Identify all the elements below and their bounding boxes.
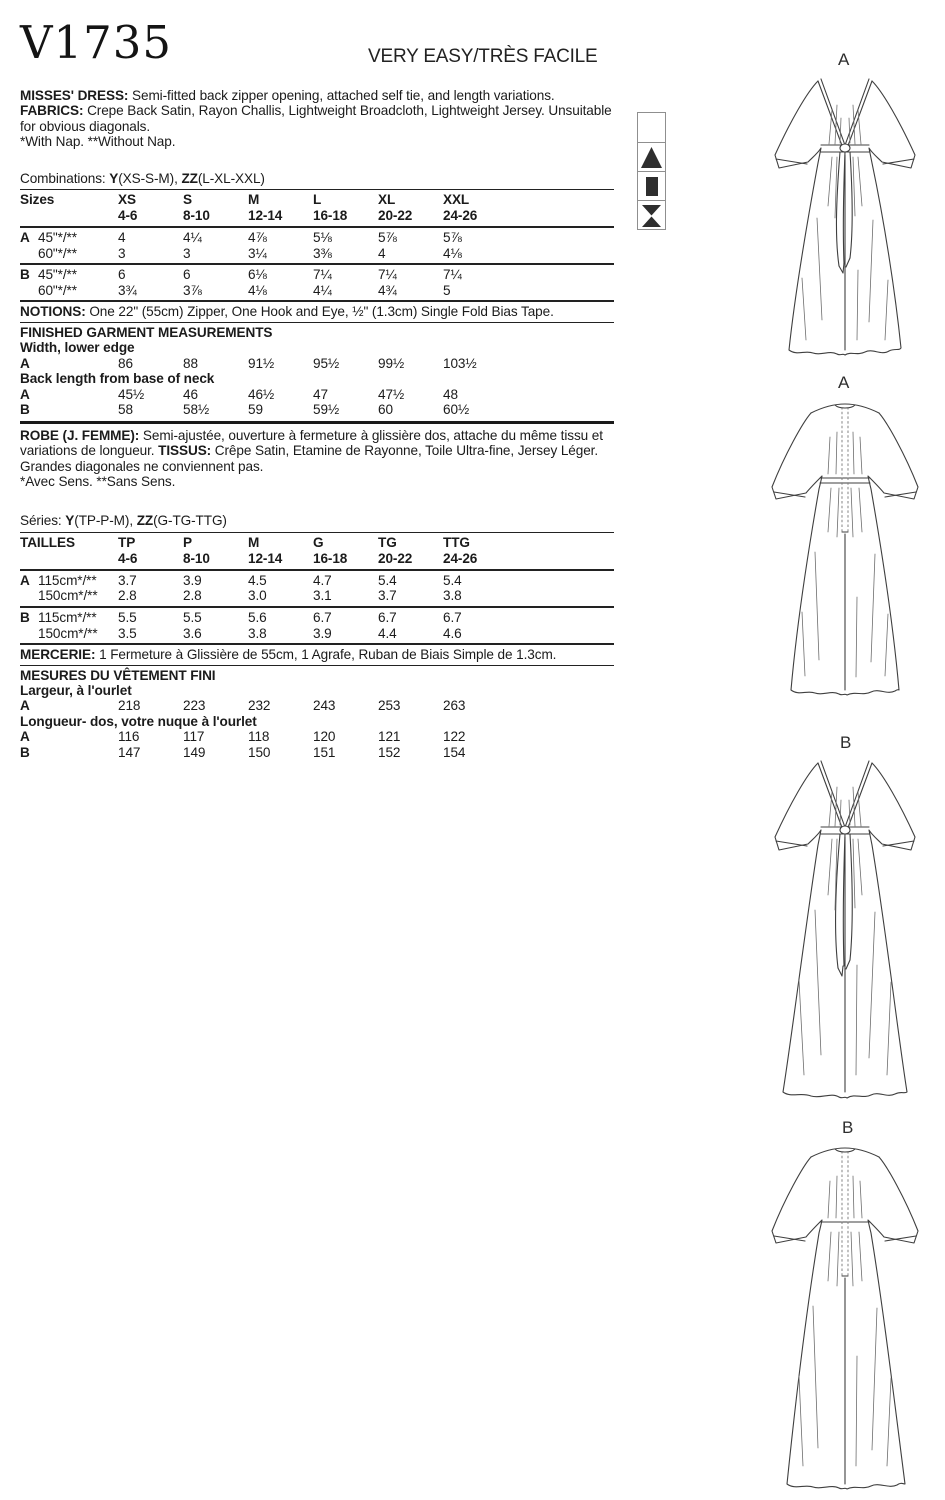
measurement-row: B 147 149 150 151 152 154 [20, 745, 466, 761]
french-description [20, 428, 614, 490]
series-zz: ZZ [136, 513, 154, 529]
combinations-prefix: Combinations: [20, 170, 110, 186]
view-b-tie-label: B [840, 733, 852, 752]
back-length-label: Back length from base of neck [20, 371, 215, 387]
view-a-zip-illustration [745, 382, 945, 712]
yardage-row: 60"*/** 3 3 3¼ 3⅜ 4 4⅛ [38, 245, 462, 261]
tailles-range-row: 4-6 8-10 12-14 16-18 20-22 24-26 [118, 550, 478, 566]
finished-measurements-title: FINISHED GARMENT MEASUREMENTS [20, 324, 273, 340]
rectangle-icon [638, 171, 665, 200]
blank-swatch-icon [638, 113, 665, 142]
combo-y: Y [109, 170, 119, 186]
largeur-label: Largeur, à l'ourlet [20, 683, 132, 699]
combinations-line [20, 171, 614, 186]
desc-fr-text2: Crêpe Satin, Etamine de Rayonne, Toile Ultra-fine, Jersey Léger. Grandes diagonales ne conviennent pas. [20, 443, 599, 474]
view-a-zip-label: A [838, 373, 850, 392]
tailles-header-row: TAILLES TP P M G TG TTG [20, 534, 470, 550]
sizes-header: Sizes [20, 192, 55, 208]
measurement-row: A 86 88 91½ 95½ 99½ 103½ [20, 355, 477, 371]
tissus-heading: TISSUS: [158, 443, 212, 459]
yardage-row: A 45"*/** 4 4¼ 4⅞ 5⅛ 5⅞ 5⅞ [20, 230, 462, 246]
view-a-tie-label: A [838, 50, 850, 69]
triangle-icon [638, 142, 665, 171]
size-range-row: 4-6 8-10 12-14 16-18 20-22 24-26 [118, 208, 478, 224]
desc-en-heading: MISSES' DRESS: [20, 88, 129, 103]
yardage-row: 150cm*/** 3.5 3.6 3.8 3.9 4.4 4.6 [38, 625, 462, 641]
figure-symbol-column [637, 112, 666, 230]
english-yardage-table [20, 189, 614, 424]
yardage-row: B 45"*/** 6 6 6⅛ 7¼ 7¼ 7¼ [20, 267, 462, 283]
series-line [20, 513, 614, 528]
yardage-row: A 115cm*/** 3.7 3.9 4.5 4.7 5.4 5.4 [20, 572, 462, 588]
english-description [20, 88, 614, 150]
yardage-row: 150cm*/** 2.8 2.8 3.0 3.1 3.7 3.8 [38, 588, 462, 604]
combo-zz: ZZ [181, 170, 198, 186]
longueur-label: Longueur- dos, votre nuque à l'ourlet [20, 714, 257, 730]
tailles-header: TAILLES [20, 534, 75, 550]
desc-fr-text1: Semi-ajustée, ouverture à fermeture à glissière dos, attache du même tissu et variations de longueur. [20, 427, 603, 459]
view-b-zip-illustration [745, 1126, 945, 1500]
view-a-tie-illustration [745, 58, 945, 370]
series-y: Y [65, 513, 75, 529]
series-zz-sizes: (G-TG-TTG) [153, 513, 227, 529]
view-b-tie-illustration [745, 740, 945, 1112]
desc-fr-heading: ROBE (J. FEMME): [20, 427, 140, 443]
fabrics-heading: FABRICS: [20, 103, 84, 119]
measurement-row: A 218 223 232 243 253 263 [20, 698, 466, 714]
desc-en-text2: Crepe Back Satin, Rayon Challis, Lightweight Broadcloth, Lightweight Jersey. Unsuitable for obvious diagonals. [20, 103, 612, 134]
combo-y-sizes: (XS-S-M), [118, 170, 182, 186]
yardage-row: 60"*/** 3¾ 3⅞ 4⅛ 4¼ 4¾ 5 [38, 282, 451, 298]
view-b-zip-label: B [842, 1118, 854, 1137]
mercerie-paragraph: MERCERIE: 1 Fermeture à Glissière de 55cm, 1 Agrafe, Ruban de Biais Simple de 1.3cm. [20, 647, 557, 663]
series-prefix: Séries: [20, 513, 66, 529]
mesures-title: MESURES DU VÊTEMENT FINI [20, 667, 216, 683]
combo-zz-sizes: (L-XL-XXL) [197, 170, 265, 186]
text-column [20, 16, 614, 761]
nap-note-fr: *Avec Sens. **Sans Sens. [20, 474, 176, 490]
pattern-number: V1735 [20, 16, 173, 69]
desc-en-text1: Semi-fitted back zipper opening, attached self tie, and length variations. [128, 88, 555, 103]
notions-paragraph: NOTIONS: One 22" (55cm) Zipper, One Hook and Eye, ½" (1.3cm) Single Fold Bias Tape. [20, 304, 554, 320]
yardage-row: B 115cm*/** 5.5 5.5 5.6 6.7 6.7 6.7 [20, 610, 462, 626]
measurement-row: B 58 58½ 59 59½ 60 60½ [20, 402, 470, 418]
nap-note-en: *With Nap. **Without Nap. [20, 134, 176, 150]
width-lower-edge-label: Width, lower edge [20, 340, 135, 356]
difficulty-label: VERY EASY/TRÈS FACILE [368, 46, 598, 67]
measurement-row: A 45½ 46 46½ 47 47½ 48 [20, 386, 458, 402]
size-header-row: Sizes XS S M L XL XXL [20, 192, 470, 208]
series-y-sizes: (TP-P-M), [74, 513, 137, 529]
french-yardage-table [20, 532, 614, 761]
measurement-row: A 116 117 118 120 121 122 [20, 729, 466, 745]
hourglass-icon [638, 200, 665, 229]
